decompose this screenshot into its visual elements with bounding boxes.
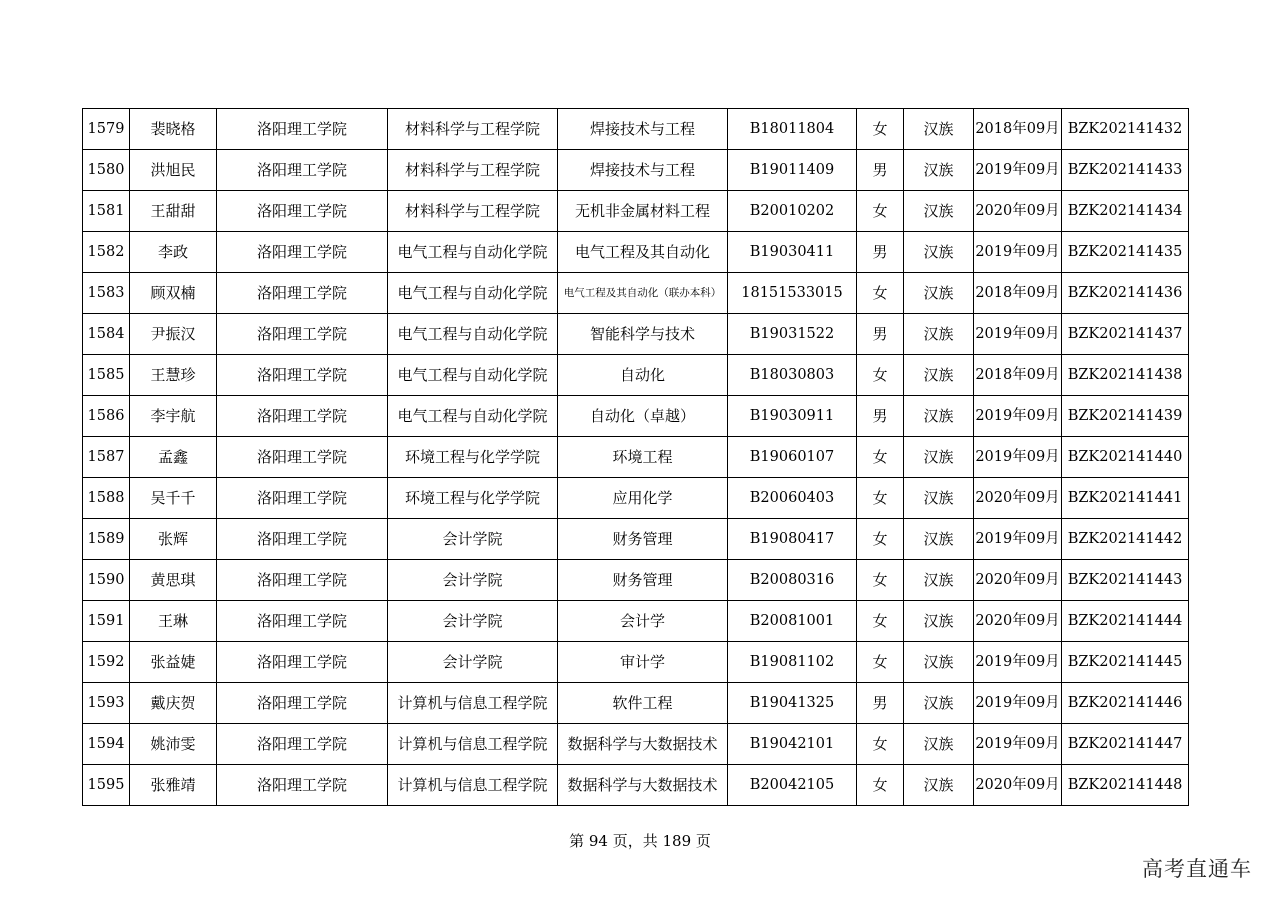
cell-gender: 男 — [857, 396, 904, 437]
cell-major: 电气工程及其自动化（联办本科） — [558, 273, 728, 314]
table-row — [83, 109, 1189, 150]
cell-major: 会计学 — [558, 601, 728, 642]
cell-student-id: B19081102 — [728, 642, 857, 683]
cell-gender: 男 — [857, 150, 904, 191]
cell-gender: 男 — [857, 683, 904, 724]
watermark-text: 高考直通车 — [1142, 857, 1252, 881]
cell-student-id: B20081001 — [728, 601, 857, 642]
cell-certificate-number: BZK202141441 — [1062, 478, 1189, 519]
cell-major: 智能科学与技术 — [558, 314, 728, 355]
cell-major: 焊接技术与工程 — [558, 150, 728, 191]
cell-college: 计算机与信息工程学院 — [388, 724, 558, 765]
cell-certificate-number: BZK202141442 — [1062, 519, 1189, 560]
cell-student-id: B19042101 — [728, 724, 857, 765]
cell-student-id: B20080316 — [728, 560, 857, 601]
cell-row-number: 1583 — [83, 273, 130, 314]
cell-ethnicity: 汉族 — [904, 724, 974, 765]
cell-ethnicity: 汉族 — [904, 150, 974, 191]
cell-student-id: B19080417 — [728, 519, 857, 560]
table-row — [83, 396, 1189, 437]
table-row — [83, 519, 1189, 560]
table-row — [83, 273, 1189, 314]
cell-college: 会计学院 — [388, 560, 558, 601]
table-row — [83, 232, 1189, 273]
cell-college: 环境工程与化学学院 — [388, 437, 558, 478]
cell-gender: 女 — [857, 437, 904, 478]
cell-college: 电气工程与自动化学院 — [388, 396, 558, 437]
cell-name: 孟鑫 — [130, 437, 217, 478]
cell-name: 黄思琪 — [130, 560, 217, 601]
cell-name: 张辉 — [130, 519, 217, 560]
cell-ethnicity: 汉族 — [904, 191, 974, 232]
cell-row-number: 1594 — [83, 724, 130, 765]
cell-school: 洛阳理工学院 — [217, 765, 388, 806]
cell-student-id: B19030911 — [728, 396, 857, 437]
cell-row-number: 1589 — [83, 519, 130, 560]
table-row — [83, 314, 1189, 355]
cell-certificate-number: BZK202141435 — [1062, 232, 1189, 273]
cell-certificate-number: BZK202141433 — [1062, 150, 1189, 191]
cell-certificate-number: BZK202141439 — [1062, 396, 1189, 437]
cell-school: 洛阳理工学院 — [217, 355, 388, 396]
cell-row-number: 1595 — [83, 765, 130, 806]
table-row — [83, 437, 1189, 478]
table-row — [83, 724, 1189, 765]
cell-enrollment-date: 2019年09月 — [974, 724, 1062, 765]
cell-school: 洛阳理工学院 — [217, 109, 388, 150]
cell-school: 洛阳理工学院 — [217, 314, 388, 355]
cell-major: 财务管理 — [558, 519, 728, 560]
cell-enrollment-date: 2020年09月 — [974, 560, 1062, 601]
table-body — [83, 109, 1189, 806]
cell-major: 环境工程 — [558, 437, 728, 478]
cell-school: 洛阳理工学院 — [217, 437, 388, 478]
cell-gender: 男 — [857, 314, 904, 355]
cell-student-id: B18030803 — [728, 355, 857, 396]
cell-name: 姚沛雯 — [130, 724, 217, 765]
cell-ethnicity: 汉族 — [904, 273, 974, 314]
cell-name: 王甜甜 — [130, 191, 217, 232]
cell-enrollment-date: 2019年09月 — [974, 683, 1062, 724]
cell-ethnicity: 汉族 — [904, 355, 974, 396]
cell-name: 尹振汉 — [130, 314, 217, 355]
cell-gender: 女 — [857, 601, 904, 642]
cell-college: 电气工程与自动化学院 — [388, 232, 558, 273]
table-row — [83, 765, 1189, 806]
cell-row-number: 1586 — [83, 396, 130, 437]
cell-certificate-number: BZK202141444 — [1062, 601, 1189, 642]
cell-name: 洪旭民 — [130, 150, 217, 191]
cell-certificate-number: BZK202141434 — [1062, 191, 1189, 232]
cell-certificate-number: BZK202141432 — [1062, 109, 1189, 150]
cell-name: 李政 — [130, 232, 217, 273]
cell-student-id: B20010202 — [728, 191, 857, 232]
cell-student-id: B19011409 — [728, 150, 857, 191]
cell-major: 软件工程 — [558, 683, 728, 724]
cell-enrollment-date: 2018年09月 — [974, 355, 1062, 396]
table-row — [83, 478, 1189, 519]
cell-major: 数据科学与大数据技术 — [558, 765, 728, 806]
cell-name: 吴千千 — [130, 478, 217, 519]
page-number: 第 94 页，共 189 页 — [569, 832, 711, 850]
cell-school: 洛阳理工学院 — [217, 396, 388, 437]
table-row — [83, 560, 1189, 601]
cell-row-number: 1579 — [83, 109, 130, 150]
cell-college: 材料科学与工程学院 — [388, 150, 558, 191]
cell-student-id: B20042105 — [728, 765, 857, 806]
cell-gender: 女 — [857, 191, 904, 232]
cell-ethnicity: 汉族 — [904, 642, 974, 683]
cell-major: 无机非金属材料工程 — [558, 191, 728, 232]
cell-enrollment-date: 2020年09月 — [974, 601, 1062, 642]
cell-school: 洛阳理工学院 — [217, 191, 388, 232]
cell-student-id: 18151533015 — [728, 273, 857, 314]
cell-certificate-number: BZK202141440 — [1062, 437, 1189, 478]
cell-gender: 女 — [857, 109, 904, 150]
cell-enrollment-date: 2019年09月 — [974, 232, 1062, 273]
cell-row-number: 1588 — [83, 478, 130, 519]
cell-student-id: B19060107 — [728, 437, 857, 478]
cell-major: 焊接技术与工程 — [558, 109, 728, 150]
cell-ethnicity: 汉族 — [904, 478, 974, 519]
table-row — [83, 642, 1189, 683]
cell-school: 洛阳理工学院 — [217, 232, 388, 273]
cell-major: 自动化 — [558, 355, 728, 396]
cell-enrollment-date: 2020年09月 — [974, 478, 1062, 519]
table-row — [83, 683, 1189, 724]
cell-enrollment-date: 2020年09月 — [974, 191, 1062, 232]
cell-name: 戴庆贺 — [130, 683, 217, 724]
cell-certificate-number: BZK202141446 — [1062, 683, 1189, 724]
cell-major: 电气工程及其自动化 — [558, 232, 728, 273]
cell-enrollment-date: 2019年09月 — [974, 150, 1062, 191]
cell-college: 计算机与信息工程学院 — [388, 683, 558, 724]
cell-school: 洛阳理工学院 — [217, 683, 388, 724]
cell-name: 张益婕 — [130, 642, 217, 683]
cell-student-id: B19031522 — [728, 314, 857, 355]
cell-gender: 女 — [857, 765, 904, 806]
cell-major: 财务管理 — [558, 560, 728, 601]
cell-enrollment-date: 2019年09月 — [974, 642, 1062, 683]
cell-name: 李宇航 — [130, 396, 217, 437]
cell-college: 会计学院 — [388, 642, 558, 683]
cell-enrollment-date: 2018年09月 — [974, 273, 1062, 314]
student-list-table — [82, 108, 1189, 806]
cell-row-number: 1590 — [83, 560, 130, 601]
cell-name: 王慧珍 — [130, 355, 217, 396]
cell-college: 会计学院 — [388, 519, 558, 560]
cell-gender: 女 — [857, 560, 904, 601]
cell-ethnicity: 汉族 — [904, 109, 974, 150]
cell-certificate-number: BZK202141448 — [1062, 765, 1189, 806]
cell-row-number: 1581 — [83, 191, 130, 232]
cell-school: 洛阳理工学院 — [217, 273, 388, 314]
cell-gender: 女 — [857, 642, 904, 683]
cell-major: 自动化（卓越） — [558, 396, 728, 437]
cell-student-id: B18011804 — [728, 109, 857, 150]
cell-enrollment-date: 2019年09月 — [974, 519, 1062, 560]
cell-college: 电气工程与自动化学院 — [388, 355, 558, 396]
cell-school: 洛阳理工学院 — [217, 601, 388, 642]
cell-school: 洛阳理工学院 — [217, 560, 388, 601]
cell-ethnicity: 汉族 — [904, 683, 974, 724]
cell-gender: 女 — [857, 519, 904, 560]
cell-major: 应用化学 — [558, 478, 728, 519]
cell-ethnicity: 汉族 — [904, 396, 974, 437]
cell-name: 裴晓格 — [130, 109, 217, 150]
cell-name: 顾双楠 — [130, 273, 217, 314]
cell-student-id: B20060403 — [728, 478, 857, 519]
cell-row-number: 1587 — [83, 437, 130, 478]
cell-enrollment-date: 2019年09月 — [974, 396, 1062, 437]
cell-school: 洛阳理工学院 — [217, 478, 388, 519]
cell-ethnicity: 汉族 — [904, 560, 974, 601]
cell-certificate-number: BZK202141443 — [1062, 560, 1189, 601]
cell-row-number: 1593 — [83, 683, 130, 724]
cell-college: 材料科学与工程学院 — [388, 109, 558, 150]
cell-ethnicity: 汉族 — [904, 601, 974, 642]
cell-ethnicity: 汉族 — [904, 519, 974, 560]
cell-row-number: 1591 — [83, 601, 130, 642]
cell-certificate-number: BZK202141436 — [1062, 273, 1189, 314]
cell-certificate-number: BZK202141438 — [1062, 355, 1189, 396]
cell-row-number: 1592 — [83, 642, 130, 683]
cell-ethnicity: 汉族 — [904, 765, 974, 806]
cell-college: 材料科学与工程学院 — [388, 191, 558, 232]
cell-college: 电气工程与自动化学院 — [388, 273, 558, 314]
cell-enrollment-date: 2019年09月 — [974, 437, 1062, 478]
cell-name: 王琳 — [130, 601, 217, 642]
cell-gender: 女 — [857, 724, 904, 765]
table-row — [83, 355, 1189, 396]
cell-ethnicity: 汉族 — [904, 232, 974, 273]
cell-certificate-number: BZK202141437 — [1062, 314, 1189, 355]
table-row — [83, 150, 1189, 191]
cell-enrollment-date: 2020年09月 — [974, 765, 1062, 806]
cell-school: 洛阳理工学院 — [217, 724, 388, 765]
cell-major: 审计学 — [558, 642, 728, 683]
cell-college: 会计学院 — [388, 601, 558, 642]
cell-enrollment-date: 2019年09月 — [974, 314, 1062, 355]
cell-student-id: B19041325 — [728, 683, 857, 724]
cell-school: 洛阳理工学院 — [217, 150, 388, 191]
cell-school: 洛阳理工学院 — [217, 519, 388, 560]
cell-school: 洛阳理工学院 — [217, 642, 388, 683]
cell-row-number: 1584 — [83, 314, 130, 355]
table-row — [83, 191, 1189, 232]
cell-major: 数据科学与大数据技术 — [558, 724, 728, 765]
cell-certificate-number: BZK202141445 — [1062, 642, 1189, 683]
table-row — [83, 601, 1189, 642]
cell-row-number: 1582 — [83, 232, 130, 273]
cell-name: 张雅靖 — [130, 765, 217, 806]
cell-college: 环境工程与化学学院 — [388, 478, 558, 519]
cell-college: 电气工程与自动化学院 — [388, 314, 558, 355]
cell-gender: 男 — [857, 232, 904, 273]
cell-student-id: B19030411 — [728, 232, 857, 273]
cell-college: 计算机与信息工程学院 — [388, 765, 558, 806]
cell-enrollment-date: 2018年09月 — [974, 109, 1062, 150]
cell-certificate-number: BZK202141447 — [1062, 724, 1189, 765]
cell-ethnicity: 汉族 — [904, 437, 974, 478]
cell-gender: 女 — [857, 478, 904, 519]
cell-gender: 女 — [857, 355, 904, 396]
cell-ethnicity: 汉族 — [904, 314, 974, 355]
cell-row-number: 1580 — [83, 150, 130, 191]
cell-row-number: 1585 — [83, 355, 130, 396]
cell-gender: 女 — [857, 273, 904, 314]
